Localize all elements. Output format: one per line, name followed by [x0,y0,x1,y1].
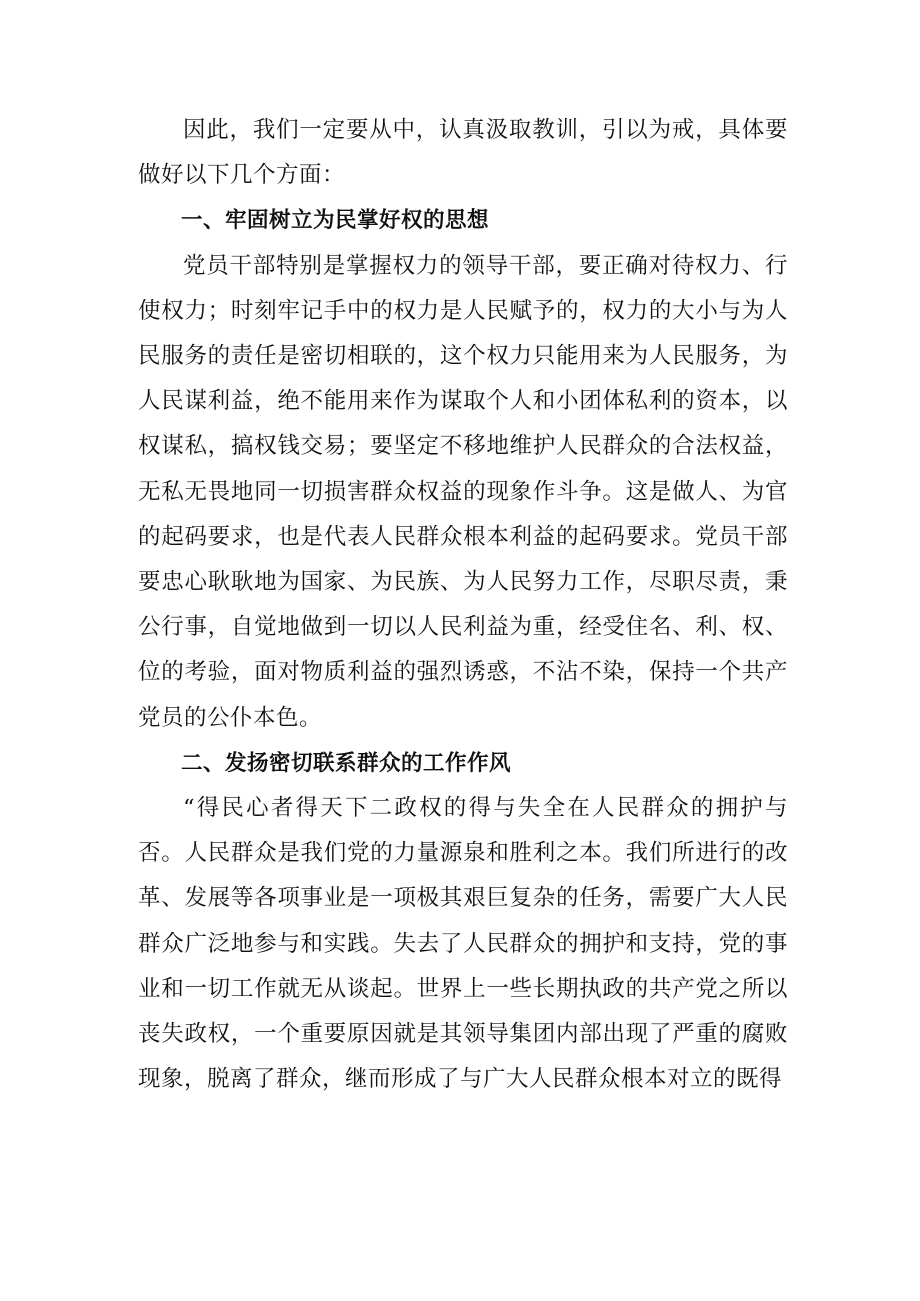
section-1-paragraph: 党员干部特别是掌握权力的领导干部，要正确对待权力、行使权力；时刻牢记手中的权力是人民赋予的，权力的大小与为人民服务的责任是密切相联的，这个权力只能用来为人民服务，为人民谋利益，绝不能用来作为谋取个人和小团体私利的资本，以权谋私，搞权钱交易；要坚定不移地维护人民群众的合法权益，无私无畏地同一切损害群众权益的现象作斗争。这是做人、为官的起码要求，也是代表人民群众根本利益的起码要求。党员干部要忠心耿耿地为国家、为民族、为人民努力工作，尽职尽责，秉公行事，自觉地做到一切以人民利益为重，经受住名、利、权、位的考验，面对物质利益的强烈诱惑，不沾不染，保持一个共产党员的公仆本色。 [138,252,788,731]
intro-paragraph: 因此，我们一定要从中，认真汲取教训，引以为戒，具体要做好以下几个方面： [138,117,788,189]
section-2-paragraph: “得民心者得天下二政权的得与失全在人民群众的拥护与否。人民群众是我们党的力量源泉和胜利之本。我们所进行的改革、发展等各项事业是一项极其艰巨复杂的任务，需要广大人民群众广泛地参与和实践。失去了人民群众的拥护和支持，党的事业和一切工作就无从谈起。世界上一些长期执政的共产党之所以丧失政权，一个重要原因就是其领导集团内部出现了严重的腐败现象，脱离了群众，继而形成了与广大人民群众根本对立的既得 [138,795,788,1093]
section-2-heading: 二、发扬密切联系群众的工作作风 [181,750,512,776]
document-body [138,108,788,1102]
section-1-heading: 一、牢固树立为民掌好权的思想 [181,208,490,234]
